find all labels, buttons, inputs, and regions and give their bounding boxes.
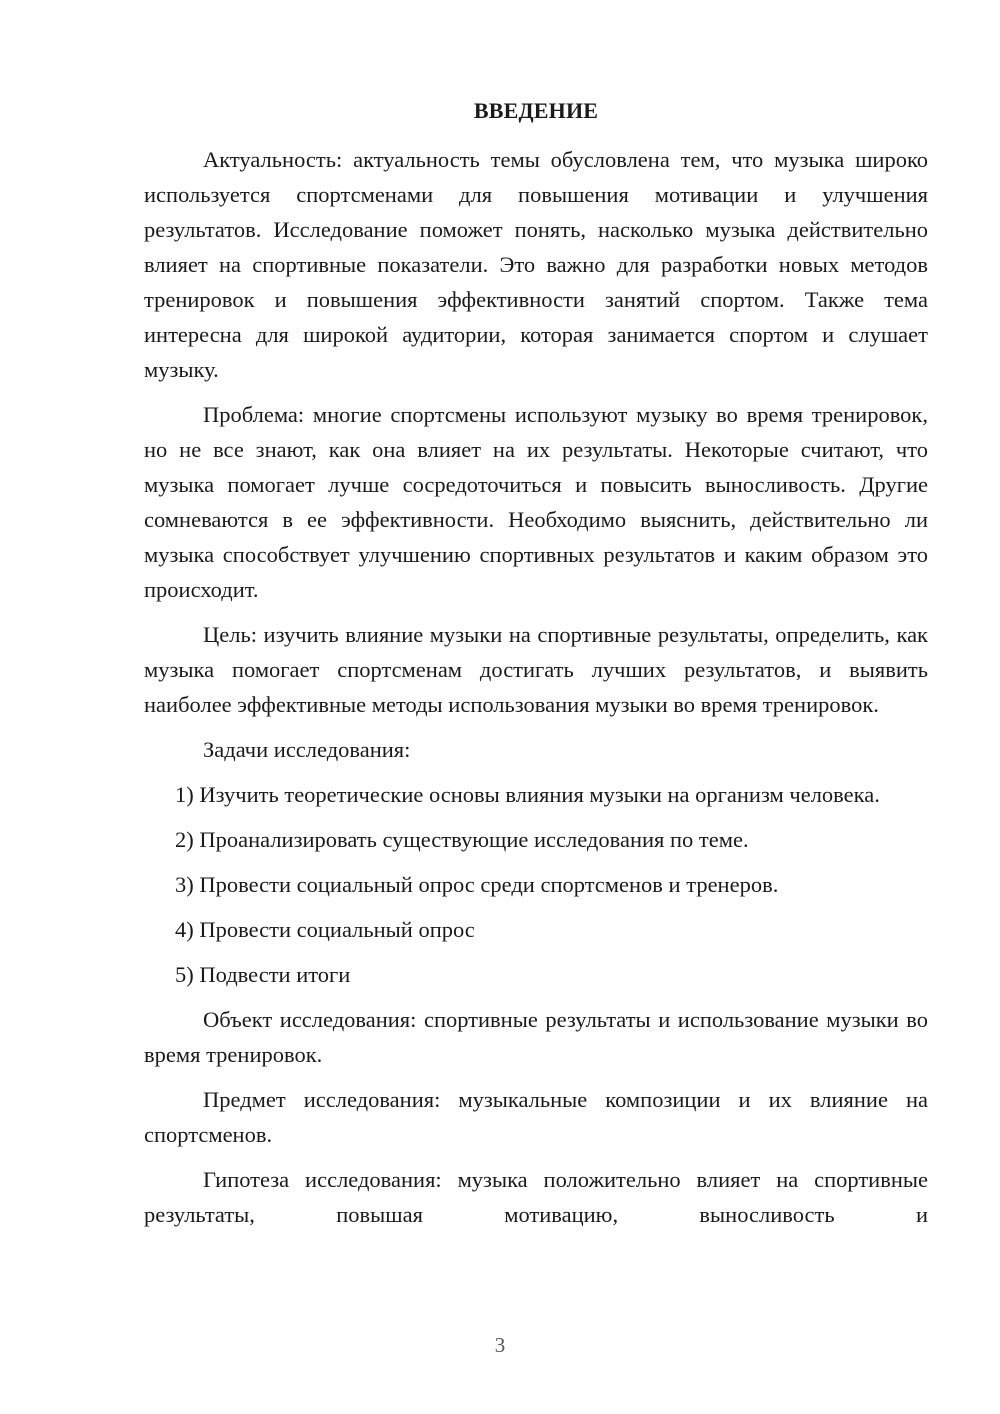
page-content: [144, 93, 928, 1232]
section-title: ВВЕДЕНИЕ: [473, 98, 599, 123]
paragraph-hypothesis: Гипотеза исследования: музыка положительно влияет на спортивные результаты, повышая мотивацию, выносливость и: [144, 1167, 928, 1227]
task-item: 1) Изучить теоретические основы влияния музыки на организм человека.: [175, 782, 880, 807]
paragraph-subject: Предмет исследования: музыкальные композиции и их влияние на спортсменов.: [144, 1087, 928, 1147]
task-item: 3) Провести социальный опрос среди спортсменов и тренеров.: [175, 872, 779, 897]
task-item: 2) Проанализировать существующие исследования по теме.: [175, 827, 749, 852]
paragraph-relevance: Актуальность: актуальность темы обусловлена тем, что музыка широко используется спортсменами для повышения мотивации и улучшения результатов. Исследование поможет понять, насколько музыка действительно влияет на спортивные показатели. Это важно для разработки новых методов тренировок и повышения эффективности занятий спортом. Также тема интересна для широкой аудитории, которая занимается спортом и слушает музыку.: [144, 147, 928, 382]
paragraph-object: Объект исследования: спортивные результаты и использование музыки во время тренировок.: [144, 1007, 928, 1067]
paragraph-tasks-heading: Задачи исследования:: [203, 737, 411, 762]
page-number: 3: [494, 1333, 506, 1357]
paragraph-problem: Проблема: многие спортсмены используют музыку во время тренировок, но не все знают, как она влияет на их результаты. Некоторые считают, что музыка помогает лучше сосредоточиться и повысить выносливость. Другие сомневаются в ее эффективности. Необходимо выяснить, действительно ли музыка способствует улучшению спортивных результатов и каким образом это происходит.: [144, 402, 928, 602]
task-item: 5) Подвести итоги: [175, 962, 351, 987]
task-item: 4) Провести социальный опрос: [175, 917, 475, 942]
paragraph-goal: Цель: изучить влияние музыки на спортивные результаты, определить, как музыка помогает спортсменам достигать лучших результатов, и выявить наиболее эффективные методы использования музыки во время тренировок.: [144, 622, 928, 717]
